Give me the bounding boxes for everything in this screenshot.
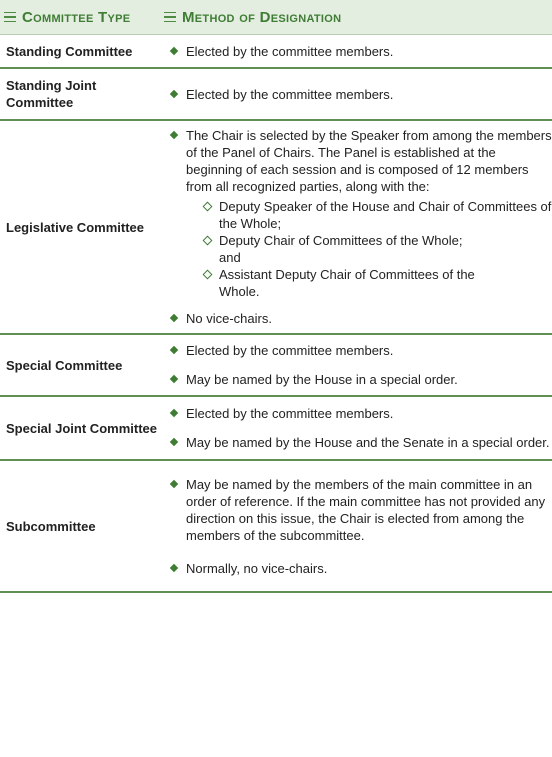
committee-type: Legislative Committee [6, 219, 144, 235]
header-bars-icon [4, 12, 16, 22]
bullet-item: Elected by the committee members. [168, 405, 552, 422]
hollow-diamond-icon [203, 202, 213, 212]
diamond-bullet-icon [170, 479, 178, 487]
committee-type: Standing Committee [6, 43, 133, 59]
table-row [0, 35, 552, 69]
diamond-bullet-icon [170, 314, 178, 322]
method-cell [160, 335, 552, 395]
table-row [0, 397, 552, 461]
committee-type: Special Committee [6, 357, 123, 373]
sub-item: Deputy Speaker of the House and Chair of Committees of the Whole; [202, 198, 552, 232]
bullet-item: May be named by the House and the Senate in a special order. [168, 434, 552, 451]
hollow-diamond-icon [203, 270, 213, 280]
bullet-item: The Chair is selected by the Speaker from among the members of the Panel of Chairs. The Panel is established at the beginning of each session and is composed of 12 members from all recognized parties, along with the: [168, 127, 552, 195]
table-row [0, 69, 552, 121]
bullet-item: Elected by the committee members. [168, 86, 552, 103]
header-label: Committee Type [22, 8, 131, 26]
table-row [0, 461, 552, 593]
diamond-bullet-icon [170, 46, 178, 54]
sub-item: Assistant Deputy Chair of Committees of the Whole. [202, 266, 502, 300]
committee-type: Standing Joint Committee [6, 78, 97, 110]
diamond-bullet-icon [170, 563, 178, 571]
bullet-item: Elected by the committee members. [168, 342, 552, 359]
diamond-bullet-icon [170, 89, 178, 97]
diamond-bullet-icon [170, 438, 178, 446]
method-cell [160, 69, 552, 119]
bullet-item: May be named by the members of the main committee in an order of reference. If the main committee has not provided any direction on this issue, the Chair is elected from among the members of the subcommittee. [168, 476, 552, 544]
method-cell [160, 397, 552, 459]
diamond-bullet-icon [170, 409, 178, 417]
diamond-bullet-icon [170, 131, 178, 139]
table-row [0, 335, 552, 397]
hollow-diamond-icon [203, 236, 213, 246]
header-bars-icon [164, 12, 176, 22]
method-cell [160, 461, 552, 591]
method-cell [160, 121, 552, 333]
sub-list [202, 198, 552, 300]
diamond-bullet-icon [170, 375, 178, 383]
bullet-item: No vice-chairs. [168, 310, 552, 327]
table-row [0, 121, 552, 335]
bullet-item: Elected by the committee members. [168, 43, 552, 60]
header-label: Method of Designation [182, 8, 342, 26]
header-method [160, 9, 341, 26]
committee-type: Special Joint Committee [6, 420, 157, 436]
table-header [0, 0, 552, 35]
diamond-bullet-icon [170, 346, 178, 354]
sub-item: Deputy Chair of Committees of the Whole; and [202, 232, 472, 266]
bullet-item: Normally, no vice-chairs. [168, 560, 552, 577]
header-committee-type [0, 9, 160, 26]
bullet-item: May be named by the House in a special order. [168, 371, 552, 388]
method-cell [160, 35, 552, 67]
committee-type: Subcommittee [6, 518, 96, 534]
